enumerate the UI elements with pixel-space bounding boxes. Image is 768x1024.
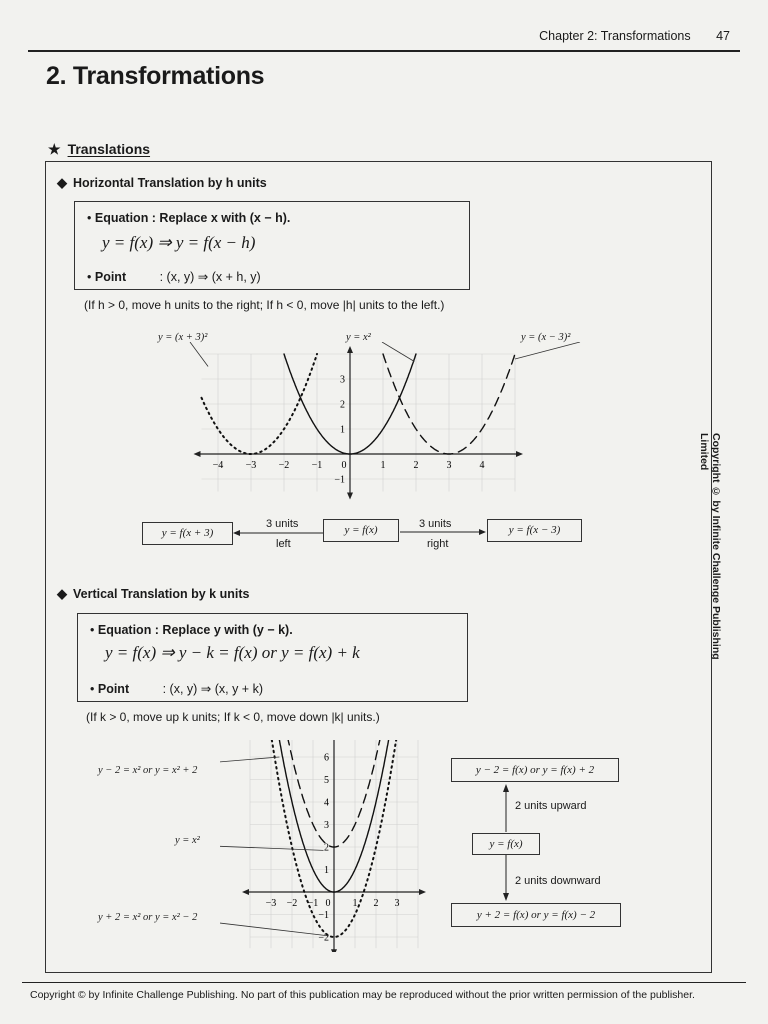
x-tick-label: −2 [278, 460, 290, 471]
x-tick-label: 0 [325, 898, 331, 909]
footer-rule [22, 982, 746, 983]
curve-label-center-v: y = x² [175, 835, 200, 846]
y-tick-label: 4 [324, 797, 329, 809]
x-tick-label: −4 [212, 460, 224, 471]
y-tick-label: 2 [324, 842, 329, 854]
y-tick-label: −1 [334, 474, 345, 486]
curve-label-upper: y − 2 = x² or y = x² + 2 [98, 765, 198, 776]
page-number: 47 [716, 29, 730, 43]
horizontal-translation-graph [150, 342, 600, 512]
arrow-left-icon [233, 530, 240, 536]
y-tick-label: 6 [324, 752, 329, 764]
y-axis-arrow-icon [347, 346, 353, 353]
flow-right-units: 3 units [419, 518, 452, 530]
vertical-heading-text: Vertical Translation by k units [73, 587, 250, 601]
flow-up-text: 2 units upward [515, 800, 587, 812]
bullet-icon: • [90, 682, 98, 696]
y-tick-label: −1 [318, 910, 329, 921]
curve-label-left: y = (x + 3)² [158, 332, 208, 343]
chapter-title: Chapter 2: Transformations [539, 29, 691, 43]
curve-label-lower: y + 2 = x² or y = x² − 2 [98, 912, 198, 923]
footer-copyright: Copyright © by Infinite Challenge Publishing. No part of this publication may be reproduced without the prior written permission of the publisher. [30, 989, 695, 1001]
section-title: Translations [67, 141, 151, 157]
flow-down-text: 2 units downward [515, 875, 601, 887]
label-leader-line [515, 342, 580, 359]
x-tick-label: 3 [446, 460, 452, 471]
x-tick-label: 0 [341, 460, 347, 471]
flow-box-center: y = f(x) [323, 519, 399, 542]
arrow-down-icon [503, 893, 509, 901]
x-tick-label: 1 [352, 898, 358, 909]
x-tick-label: 3 [394, 898, 400, 909]
y-axis-arrow-icon [347, 493, 353, 500]
y-tick-label: 2 [340, 399, 345, 411]
curve-label-center: y = x² [346, 332, 371, 343]
flow-box-left: y = f(x + 3) [142, 522, 233, 545]
flow-left-units: 3 units [266, 518, 299, 530]
horizontal-formula: y = f(x) ⇒ y = f(x − h) [102, 233, 256, 252]
arrow-up-icon [503, 784, 509, 792]
page-title: 2. Transformations [46, 62, 265, 90]
arrow-right-icon [479, 529, 486, 535]
x-tick-label: −1 [311, 460, 323, 471]
horizontal-equation-line: • Equation : Replace x with (x − h). [87, 211, 291, 225]
x-axis-arrow-icon [194, 451, 201, 457]
flow-box-top: y − 2 = f(x) or y = f(x) + 2 [451, 758, 619, 782]
horizontal-heading [57, 175, 267, 191]
bullet-icon: • [90, 623, 98, 637]
flow-arrows-vertical [496, 782, 516, 903]
horizontal-heading-text: Horizontal Translation by h units [73, 176, 267, 190]
y-tick-label: 1 [340, 424, 345, 436]
label-leader-line [220, 916, 329, 936]
x-tick-label: −2 [286, 898, 298, 909]
vertical-heading [57, 586, 249, 602]
x-tick-label: −1 [307, 898, 319, 909]
bullet-icon: • [87, 270, 95, 284]
flow-box-right: y = f(x − 3) [487, 519, 582, 542]
x-axis-arrow-icon [242, 889, 249, 895]
x-tick-label: 2 [373, 898, 379, 909]
x-axis-arrow-icon [516, 451, 523, 457]
horizontal-note: (If h > 0, move h units to the right; If h < 0, move |h| units to the left.) [84, 298, 445, 312]
x-axis-arrow-icon [419, 889, 426, 895]
x-tick-label: 1 [380, 460, 386, 471]
bullet-icon: • [87, 211, 95, 225]
side-copyright: Copyright © by Infinite Challenge Publishing Limited [698, 433, 722, 660]
flow-box-bottom: y + 2 = f(x) or y = f(x) − 2 [451, 903, 621, 927]
y-tick-label: 3 [340, 374, 345, 386]
vertical-equation-line: • Equation : Replace y with (y − k). [90, 623, 293, 637]
vertical-point-line: • Point : (x, y) ⇒ (x, y + k) [90, 682, 263, 696]
vertical-note: (If k > 0, move up k units; If k < 0, move down |k| units.) [86, 710, 380, 724]
label-leader-line [382, 342, 414, 362]
vertical-translation-graph [220, 740, 440, 952]
x-tick-label: 2 [413, 460, 419, 471]
flow-box-middle: y = f(x) [472, 833, 540, 855]
vertical-rule-box [77, 613, 468, 702]
star-icon: ★ [48, 141, 61, 157]
y-tick-label: 1 [324, 865, 329, 876]
horizontal-rule-box [74, 201, 470, 290]
y-tick-label: 5 [324, 775, 329, 786]
y-tick-label: −2 [318, 932, 329, 944]
diamond-bullet-icon: ◆ [57, 175, 67, 190]
running-header [539, 29, 730, 43]
flow-right-direction: right [427, 538, 449, 550]
x-tick-label: 4 [479, 460, 485, 471]
flow-left-direction: left [276, 538, 291, 550]
header-rule [28, 50, 740, 52]
x-tick-label: −3 [265, 898, 277, 909]
vertical-formula: y = f(x) ⇒ y − k = f(x) or y = f(x) + k [105, 643, 360, 662]
section-heading [48, 141, 150, 158]
y-axis-arrow-icon [331, 949, 337, 952]
x-tick-label: −3 [245, 460, 257, 471]
diamond-bullet-icon: ◆ [57, 586, 67, 601]
horizontal-point-line: • Point : (x, y) ⇒ (x + h, y) [87, 270, 261, 284]
y-tick-label: 3 [324, 820, 329, 831]
curve-label-right: y = (x − 3)² [521, 332, 571, 343]
